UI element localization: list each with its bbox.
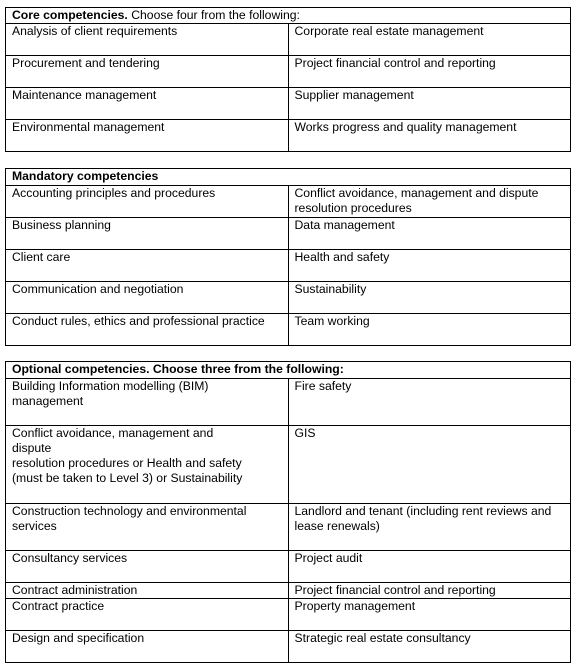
core-heading — [6, 8, 571, 24]
core-heading-instruction: Choose four from the following: — [127, 8, 300, 22]
table-row — [6, 250, 571, 282]
table-row — [6, 631, 571, 663]
table-cell: Communication and negotiation — [6, 282, 289, 314]
table-row — [6, 599, 571, 631]
table-cell: Corporate real estate management — [288, 24, 571, 56]
table-cell: Accounting principles and procedures — [6, 186, 289, 218]
table-row — [6, 426, 571, 504]
table-cell: Client care — [6, 250, 289, 282]
mandatory-competencies-table — [5, 168, 571, 346]
table-cell: Building Information modelling (BIM) management — [6, 379, 289, 426]
table-cell: Sustainability — [288, 282, 571, 314]
table-row — [6, 218, 571, 250]
core-heading-bold: Core competencies. — [12, 8, 128, 22]
table-cell: Maintenance management — [6, 88, 289, 120]
table-cell: Consultancy services — [6, 551, 289, 583]
optional-header-row — [6, 362, 571, 379]
table-row — [6, 56, 571, 88]
table-cell: Project audit — [288, 551, 571, 583]
table-cell: Supplier management — [288, 88, 571, 120]
table-row — [6, 24, 571, 56]
optional-heading: Optional competencies. Choose three from the following: — [6, 362, 571, 379]
table-row — [6, 120, 571, 152]
table-cell: Environmental management — [6, 120, 289, 152]
table-cell: GIS — [288, 426, 571, 504]
core-competencies-table — [5, 7, 571, 152]
mandatory-heading: Mandatory competencies — [6, 169, 571, 186]
table-row — [6, 88, 571, 120]
table-row — [6, 282, 571, 314]
table-cell: Contract practice — [6, 599, 289, 631]
table-cell: Works progress and quality management — [288, 120, 571, 152]
table-row — [6, 583, 571, 599]
table-cell: Construction technology and environmental services — [6, 504, 289, 551]
table-cell: Design and specification — [6, 631, 289, 663]
table-cell: Conflict avoidance, management and dispute resolution procedures — [288, 186, 571, 218]
table-cell: Landlord and tenant (including rent reviews and lease renewals) — [288, 504, 571, 551]
optional-competencies-table — [5, 361, 571, 663]
table-cell: Health and safety — [288, 250, 571, 282]
table-cell: Business planning — [6, 218, 289, 250]
table-row — [6, 504, 571, 551]
table-row — [6, 314, 571, 346]
table-cell: Project financial control and reporting — [288, 583, 571, 599]
table-cell: Data management — [288, 218, 571, 250]
table-row — [6, 379, 571, 426]
table-row — [6, 186, 571, 218]
table-cell: Strategic real estate consultancy — [288, 631, 571, 663]
table-cell: Fire safety — [288, 379, 571, 426]
table-row — [6, 551, 571, 583]
table-cell: Project financial control and reporting — [288, 56, 571, 88]
table-cell: Team working — [288, 314, 571, 346]
mandatory-header-row — [6, 169, 571, 186]
table-cell: Conflict avoidance, management and dispute resolution procedures or Health and safety (must be taken to Level 3) or Sustainability — [6, 426, 289, 504]
table-cell: Contract administration — [6, 583, 289, 599]
core-header-row — [6, 8, 571, 24]
table-cell: Property management — [288, 599, 571, 631]
table-cell: Analysis of client requirements — [6, 24, 289, 56]
table-cell: Procurement and tendering — [6, 56, 289, 88]
table-cell: Conduct rules, ethics and professional practice — [6, 314, 289, 346]
